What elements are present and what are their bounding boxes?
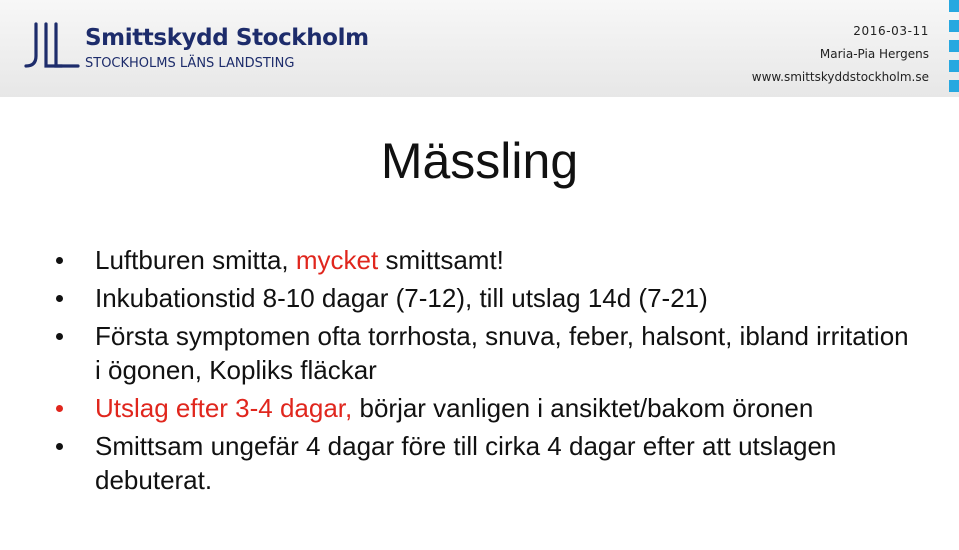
- bullet-text: Inkubationstid 8-10 dagar (7-12), till utslag 14d (7-21): [95, 283, 708, 313]
- bullet-marker: [56, 443, 63, 450]
- bullet-marker: [56, 333, 63, 340]
- slide-date: 2016-03-11: [853, 24, 929, 38]
- corner-square: [949, 20, 959, 32]
- bullet-item: [56, 429, 916, 497]
- slide-author: Maria-Pia Hergens: [819, 47, 929, 61]
- bullet-text: börjar vanligen i ansiktet/bakom öronen: [352, 393, 814, 423]
- corner-square: [949, 60, 959, 72]
- bullet-text: Första symptomen ofta torrhosta, snuva, feber, halsont, ibland irritation i ögonen, Kopliks fläckar: [95, 321, 909, 385]
- corner-square: [949, 80, 959, 92]
- bullet-marker: [56, 257, 63, 264]
- bullet-marker-red: [56, 405, 63, 412]
- bullet-item: [56, 243, 916, 277]
- bullet-list: [56, 243, 916, 501]
- bullet-text: Smittsam ungefär 4 dagar före till cirka 4 dagar efter att utslagen debuterat.: [95, 431, 837, 495]
- slide-header: [0, 0, 959, 97]
- bullet-text: smittsamt!: [378, 245, 504, 275]
- organization-name: Smittskydd Stockholm: [85, 25, 369, 51]
- website-url: www.smittskyddstockholm.se: [751, 70, 929, 84]
- corner-square: [949, 40, 959, 52]
- bullet-text-highlight: Utslag efter 3-4 dagar,: [95, 393, 353, 423]
- bullet-text: Luftburen smitta,: [95, 245, 296, 275]
- bullet-text-highlight: mycket: [295, 245, 379, 275]
- organization-subtitle: STOCKHOLMS LÄNS LANDSTING: [85, 56, 295, 71]
- bullet-item: [56, 319, 916, 387]
- bullet-marker: [56, 295, 63, 302]
- jll-logo-icon: [22, 22, 82, 70]
- slide-title: Mässling: [380, 133, 579, 189]
- corner-square: [949, 0, 959, 12]
- bullet-item: [56, 391, 916, 425]
- bullet-item: [56, 281, 916, 315]
